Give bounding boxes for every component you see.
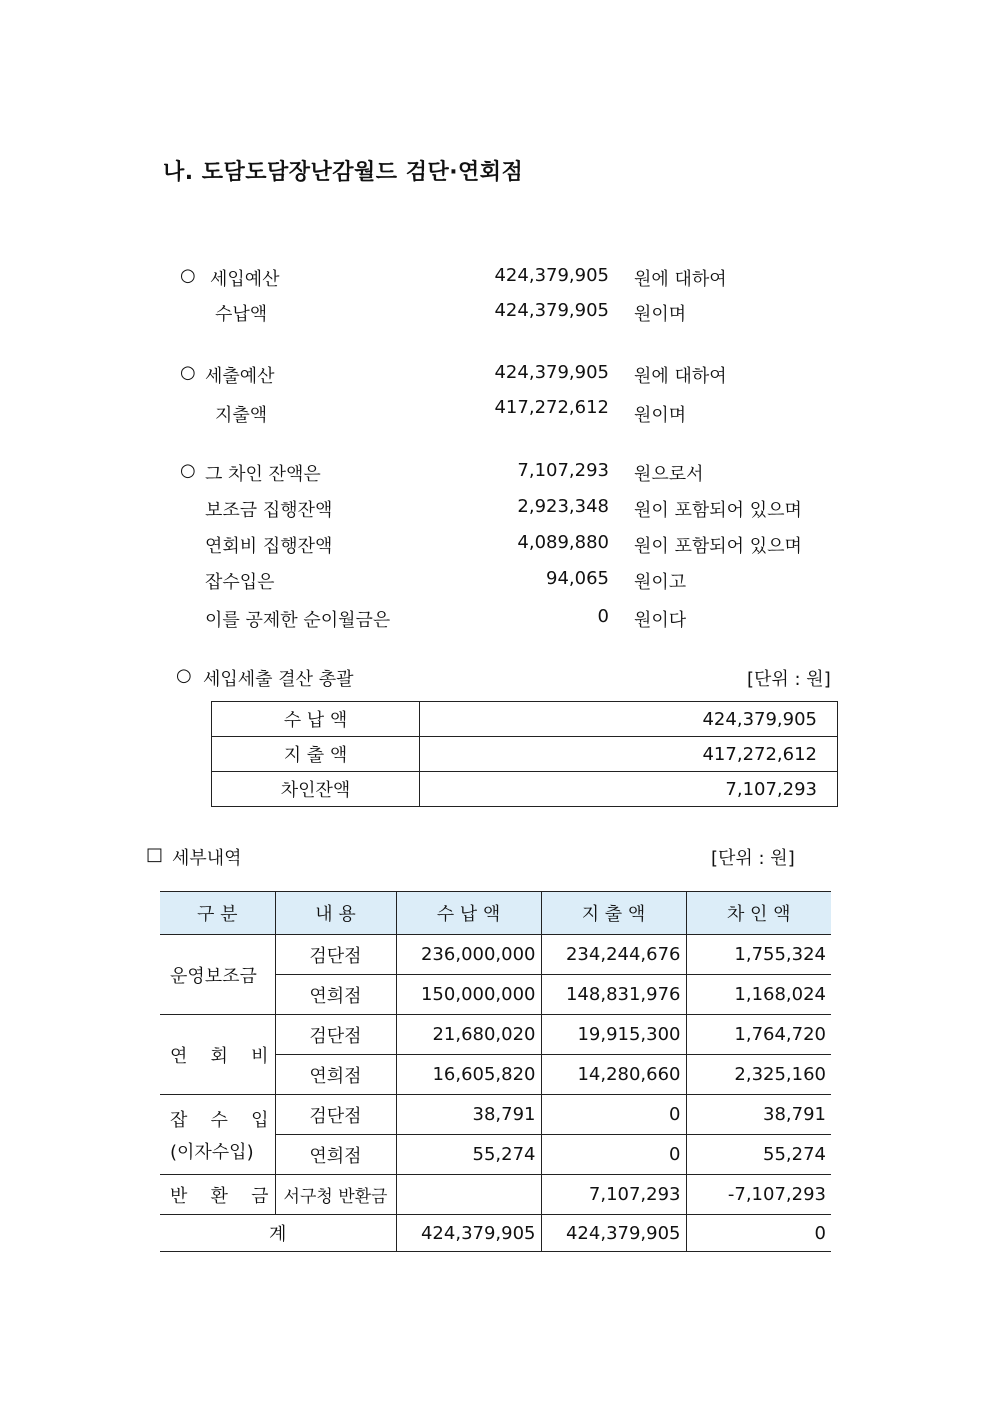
detail-heading: 세부내역: [172, 848, 242, 869]
row-received: [396, 1175, 541, 1215]
row-received: 55,274: [396, 1135, 541, 1175]
header-category: 구 분: [160, 892, 275, 935]
row-difference: 1,755,324: [686, 935, 831, 975]
balance-label: 그 차인 잔액은: [205, 464, 321, 485]
row-content: 검단점: [275, 1015, 396, 1055]
table-row: [212, 737, 838, 772]
table-row: [160, 1015, 831, 1055]
expense-spent-value: 417,272,612: [494, 397, 609, 418]
detail-unit: [단위 : 원]: [711, 848, 795, 869]
circle-bullet-icon: ○: [180, 265, 196, 286]
revenue-received-label: 수납액: [215, 304, 268, 325]
row-difference: 1,168,024: [686, 975, 831, 1015]
row-spent: 234,244,676: [541, 935, 686, 975]
row-content: 서구청 반환금: [275, 1175, 396, 1215]
row-spent: 148,831,976: [541, 975, 686, 1015]
balance-line-value: 2,923,348: [517, 496, 609, 517]
row-received: 236,000,000: [396, 935, 541, 975]
revenue-budget-label: 세입예산: [210, 269, 280, 290]
balance-line-label: 잡수입은: [205, 572, 275, 593]
header-spent: 지 출 액: [541, 892, 686, 935]
circle-bullet-icon: ○: [176, 665, 192, 686]
circle-bullet-icon: ○: [180, 460, 196, 481]
expense-spent-suffix: 원이며: [634, 405, 687, 426]
summary-value: 7,107,293: [420, 772, 838, 807]
total-row: [160, 1215, 831, 1252]
balance-line-label: 이를 공제한 순이월금은: [205, 610, 391, 631]
group-label-line: 잡 수 입: [170, 1109, 269, 1131]
row-received: 38,791: [396, 1095, 541, 1135]
total-received: 424,379,905: [396, 1215, 541, 1252]
balance-line-value: 94,065: [546, 568, 609, 589]
revenue-budget-value: 424,379,905: [494, 265, 609, 286]
summary-unit: [단위 : 원]: [747, 669, 831, 690]
group-label: 운영보조금: [160, 935, 275, 1015]
expense-budget-value: 424,379,905: [494, 362, 609, 383]
balance-line-suffix: 원이 포함되어 있으며: [634, 500, 802, 521]
row-spent: 7,107,293: [541, 1175, 686, 1215]
row-content: 연희점: [275, 975, 396, 1015]
summary-value: 417,272,612: [420, 737, 838, 772]
balance-line-suffix: 원이고: [634, 572, 687, 593]
summary-heading: 세입세출 결산 총괄: [203, 669, 354, 690]
row-received: 21,680,020: [396, 1015, 541, 1055]
row-content: 연희점: [275, 1135, 396, 1175]
revenue-budget-suffix: 원에 대하여: [634, 269, 727, 290]
square-bullet-icon: □: [146, 844, 164, 865]
table-row: [160, 1095, 831, 1135]
total-label: 계: [160, 1215, 396, 1252]
page-title: 나. 도담도담장난감월드 검단·연회점: [163, 160, 524, 185]
total-difference: 0: [686, 1215, 831, 1252]
row-received: 150,000,000: [396, 975, 541, 1015]
table-row: [160, 935, 831, 975]
group-label: [160, 1095, 275, 1175]
summary-label: 차인잔액: [212, 772, 420, 807]
table-row: [212, 772, 838, 807]
summary-table: [211, 701, 838, 807]
expense-budget-label: 세출예산: [205, 366, 275, 387]
group-label: 반 환 금: [160, 1175, 275, 1215]
group-label-line: (이자수입): [170, 1141, 254, 1163]
header-received: 수 납 액: [396, 892, 541, 935]
row-spent: 0: [541, 1095, 686, 1135]
balance-line-value: 4,089,880: [517, 532, 609, 553]
balance-line-label: 보조금 집행잔액: [205, 500, 333, 521]
revenue-received-value: 424,379,905: [494, 300, 609, 321]
circle-bullet-icon: ○: [180, 362, 196, 383]
header-difference: 차 인 액: [686, 892, 831, 935]
row-difference: -7,107,293: [686, 1175, 831, 1215]
summary-value: 424,379,905: [420, 702, 838, 737]
summary-label: 지 출 액: [212, 737, 420, 772]
row-difference: 1,764,720: [686, 1015, 831, 1055]
expense-budget-suffix: 원에 대하여: [634, 366, 727, 387]
detail-table: [160, 891, 831, 1252]
table-row: [212, 702, 838, 737]
balance-line-value: 0: [597, 606, 609, 627]
row-difference: 55,274: [686, 1135, 831, 1175]
row-difference: 38,791: [686, 1095, 831, 1135]
balance-suffix: 원으로서: [634, 464, 704, 485]
summary-label: 수 납 액: [212, 702, 420, 737]
balance-line-suffix: 원이 포함되어 있으며: [634, 536, 802, 557]
expense-spent-label: 지출액: [215, 405, 268, 426]
balance-line-label: 연회비 집행잔액: [205, 536, 333, 557]
row-received: 16,605,820: [396, 1055, 541, 1095]
row-content: 연희점: [275, 1055, 396, 1095]
header-content: 내 용: [275, 892, 396, 935]
table-header-row: [160, 892, 831, 935]
balance-value: 7,107,293: [517, 460, 609, 481]
row-content: 검단점: [275, 935, 396, 975]
table-row: [160, 1175, 831, 1215]
row-spent: 0: [541, 1135, 686, 1175]
row-spent: 19,915,300: [541, 1015, 686, 1055]
row-content: 검단점: [275, 1095, 396, 1135]
row-difference: 2,325,160: [686, 1055, 831, 1095]
revenue-received-suffix: 원이며: [634, 304, 687, 325]
balance-line-suffix: 원이다: [634, 610, 687, 631]
row-spent: 14,280,660: [541, 1055, 686, 1095]
group-label: 연 회 비: [160, 1015, 275, 1095]
total-spent: 424,379,905: [541, 1215, 686, 1252]
